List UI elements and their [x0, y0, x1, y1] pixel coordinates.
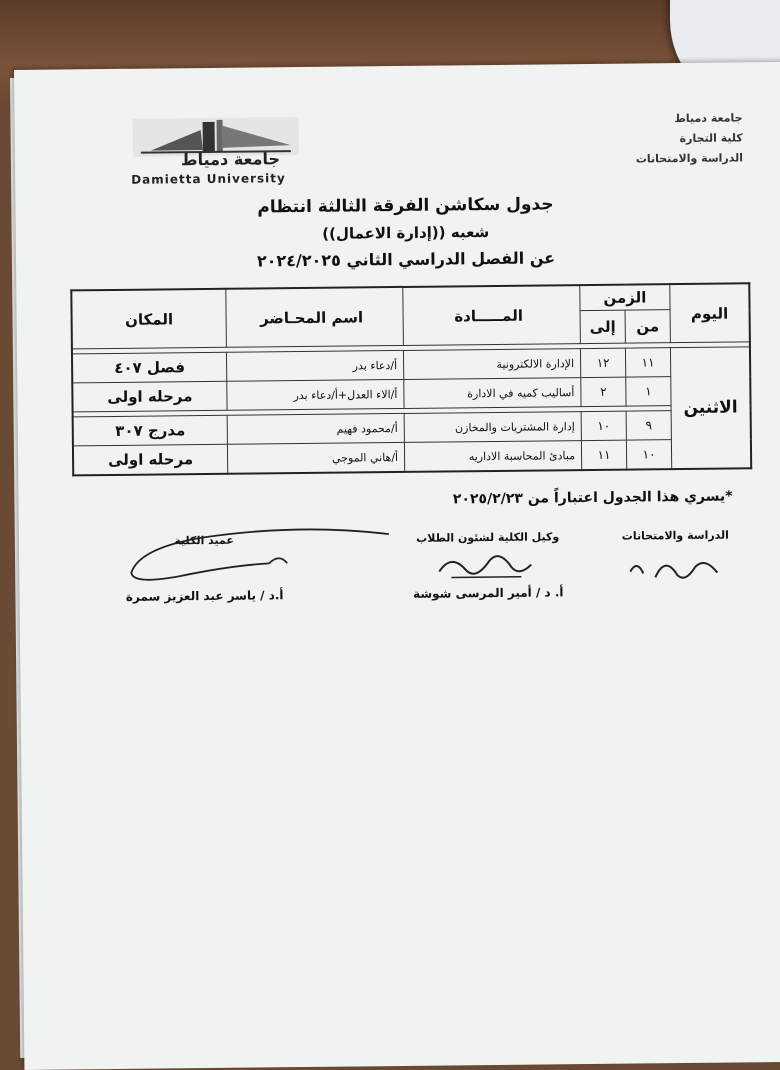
- lecturer-cell: أ/محمود فهيم: [227, 413, 404, 444]
- department-name: الدراسة والامتحانات: [635, 151, 744, 166]
- document-sheet: [14, 62, 780, 1070]
- time-from: ٩: [626, 411, 671, 440]
- semester-title: عن الفصل الدراسي الثاني ٢٠٢٤/٢٠٢٥: [256, 248, 556, 271]
- schedule-table: [70, 282, 752, 476]
- schedule-title: جدول سكاشن الفرقة الثالثة انتظام: [257, 194, 554, 218]
- header-location: المكان: [71, 289, 226, 349]
- signature-title: عميد الكلية: [174, 533, 234, 548]
- handwritten-signature-exams: [625, 548, 735, 589]
- handwritten-signature-vice-dean: [431, 547, 541, 588]
- signature-name: أ.د / ياسر عبد العزيز سمرة: [125, 588, 284, 604]
- lecturer-cell: أ/الاء العدل+أ/دعاء بدر: [227, 379, 404, 410]
- day-cell: الاثنين: [670, 347, 751, 469]
- logo-english-text: Damietta University: [131, 171, 286, 187]
- header-time: الزمن: [580, 284, 670, 310]
- time-to: ١٢: [580, 348, 625, 377]
- university-name: جامعة دمياط: [674, 111, 743, 126]
- lecturer-cell: أ/هاني الموجي: [227, 442, 404, 473]
- location-room: فصل ٤٠٧: [72, 352, 227, 383]
- location-level: مرحله اولى: [73, 444, 228, 475]
- header-to: إلى: [580, 310, 625, 343]
- subject-cell: الإدارة الالكترونية: [403, 349, 580, 380]
- handwritten-signature-dean: [119, 522, 400, 595]
- division-title: شعبه ((إدارة الاعمال)): [322, 223, 490, 243]
- signature-exams: [622, 529, 729, 543]
- lecturer-cell: أ/دعاء بدر: [226, 350, 403, 381]
- location-room: مدرج ٣٠٧: [73, 415, 228, 446]
- logo-arabic-text: جامعة دمياط: [180, 149, 281, 170]
- faculty-header: [635, 108, 743, 169]
- signature-name: أ. د / أمير المرسى شوشة: [412, 585, 564, 601]
- header-day: اليوم: [670, 283, 750, 342]
- header-from: من: [625, 310, 670, 343]
- subject-cell: مبادئ المحاسبة الاداريه: [404, 441, 581, 472]
- time-from: ١١: [625, 348, 670, 377]
- location-level: مرحله اولى: [72, 381, 227, 412]
- time-from: ١: [626, 377, 671, 406]
- subject-cell: أساليب كميه في الادارة: [404, 378, 581, 409]
- effective-date-note: *يسري هذا الجدول اعتباراً من ٢٠٢٥/٢/٢٣: [452, 488, 733, 508]
- time-to: ٢: [581, 377, 626, 406]
- header-lecturer: اسم المحـاضر: [226, 287, 404, 347]
- university-logo: [131, 117, 302, 193]
- signature-title: الدراسة والامتحانات: [621, 528, 729, 543]
- time-to: ١١: [581, 440, 626, 470]
- table-row: [73, 439, 751, 476]
- signature-title: وكيل الكلية لشئون الطلاب: [416, 530, 560, 545]
- faculty-name: كلية التجارة: [679, 131, 743, 146]
- header-subject: المـــــادة: [403, 285, 581, 345]
- subject-cell: إدارة المشتريات والمخازن: [404, 412, 581, 443]
- time-to: ١٠: [581, 411, 626, 440]
- time-from: ١٠: [626, 440, 671, 470]
